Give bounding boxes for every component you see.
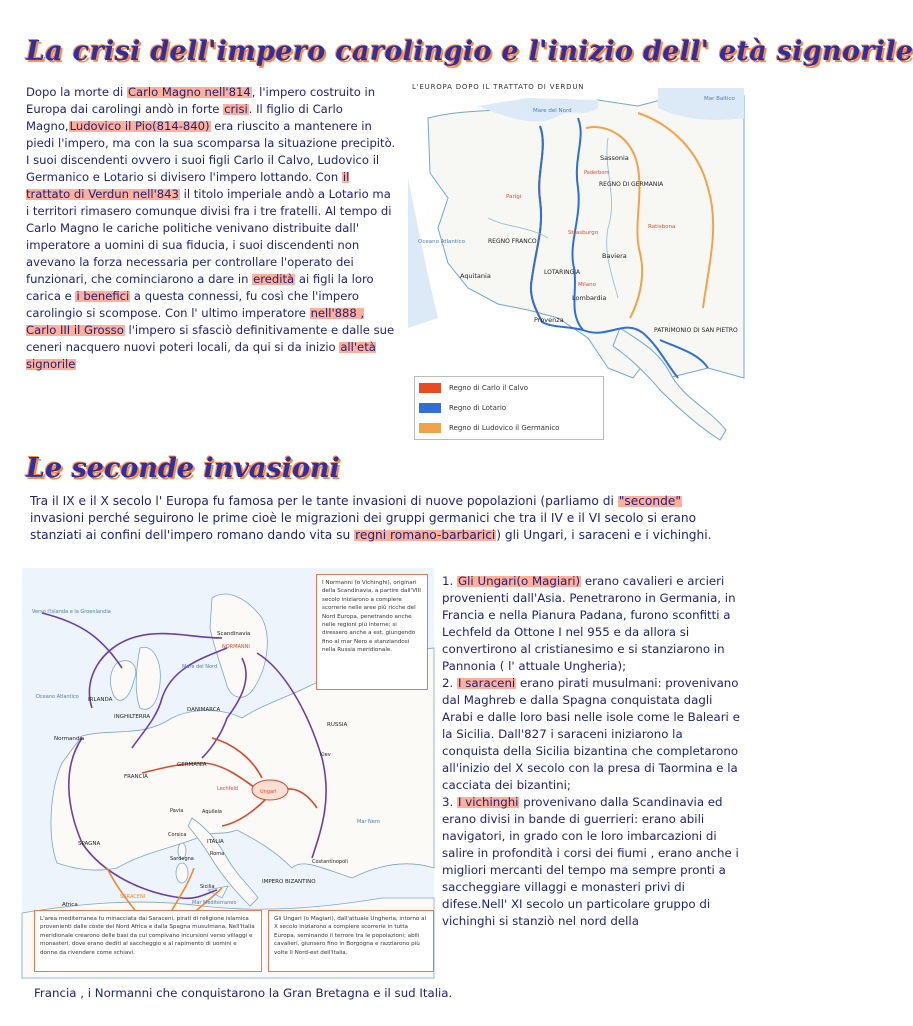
label-ungari: Ungari — [260, 789, 277, 795]
main-title: La crisi dell'impero carolingio e l'inizio dell' età signorile — [26, 36, 913, 67]
legend-item-ludovico — [419, 422, 559, 434]
highlight-888: nell'888 , Carlo III il Grosso — [26, 306, 365, 337]
invasions-list — [442, 573, 742, 930]
text-segment: erano cavalieri e arcieri provenienti dall'Asia. Penetrarono in Germania, in Francia e nella Pianura Padana, furono sconfitti a Lechfeld da Ottone I nel 955 e da allora si convertirono al cristianesimo e si stanziarono in Pannonia ( l' attuale Ungheria); — [442, 574, 736, 673]
text-segment: ) gli Ungari, i saraceni e i vichinghi. — [496, 528, 712, 542]
note-saraceni: L'area mediterranea fu minacciata dai Saraceni, pirati di religione islamica provenienti dalle coste del Nord Africa e dalla Spagna musulmana. Nell'Italia meridionale crearono delle basi da cui compivano incursioni verso villaggi e monasteri, dove erano dediti al saccheggio e al rapimento di uomini e donne da rivendere come schiavi. — [34, 910, 262, 972]
label-lotaringia: LOTARINGIA — [544, 269, 581, 276]
legend-swatch — [419, 383, 441, 393]
text-segment: erano pirati musulmani: provenivano dal Maghreb e dalla Spagna conquistata dagli Arabi e dalle loro basi nelle isole come le Baleari e la Sicilia. Dall'827 i saraceni iniziarono la conquista della Sicilia bizantina che completarono all'inizio del X secolo con la presa di Taormina e la cacciata dei bizantini; — [442, 676, 740, 792]
label-russia: RUSSIA — [327, 722, 348, 728]
legend-item-carlo-calvo — [419, 382, 528, 394]
label-mare-del-nord: Mare del Nord — [533, 108, 572, 114]
label-lechfeld: Lechfeld — [217, 786, 239, 792]
label-mare-nord: Mare del Nord — [182, 664, 218, 670]
text-segment: ai figli la loro carica e — [26, 272, 374, 303]
label-kiev: Kiev — [320, 752, 331, 758]
text-segment: era riuscito a mantenere in piedi l'impero, ma con la sua scomparsa la situazione precipitò. I suoi discendenti ovvero i suoi figli Carlo il Calvo, Ludovico il Germanico e Lotario si divisero l'impero lottando. Con — [26, 119, 396, 184]
highlight-crisi: crisi — [224, 102, 248, 116]
legend-label: Regno di Ludovico il Germanico — [449, 424, 560, 432]
label-provenza: Provenza — [534, 316, 564, 324]
legend-swatch — [419, 423, 441, 433]
label-patrimonio: PATRIMONIO DI SAN PIETRO — [654, 327, 738, 334]
highlight-eredita: eredità — [253, 272, 295, 286]
label-saraceni: SARACENI — [120, 894, 146, 900]
text-segment: Dopo la morte di — [26, 85, 127, 99]
highlight-vichinghi: I vichinghi — [458, 795, 519, 809]
highlight-ungari: Gli Ungari(o Magiari) — [458, 574, 581, 588]
section-title-invasioni: Le seconde invasioni — [26, 453, 340, 484]
legend-label: Regno di Carlo il Calvo — [449, 384, 529, 392]
text-segment: il titolo imperiale andò a Lotario ma i territori rimasero comunque divisi fra i tre fratelli. Al tempo di Carlo Magno le cariche politiche venivano distribuite dall' imperatore a uomini di sua fiducia, i suoi discendenti non avevano la forza necessaria per controllare l'operato dei funzionari, che cominciarono a dare in — [26, 187, 392, 286]
text-segment: a questa connessi, fu così che l'impero carolingio si scompose. Con l' ultimo imperatore — [26, 289, 359, 320]
label-aquileia: Aquileia — [202, 809, 222, 815]
label-sardegna: Sardegna — [170, 856, 194, 862]
verdun-legend — [414, 376, 604, 440]
label-mar-mediterraneo: Mar Mediterraneo — [192, 900, 237, 906]
label-normandia: Normandia — [54, 736, 85, 742]
text-segment: invasioni perché seguirono le prime cioè le migrazioni dei gruppi germanici che tra il IV e il VI secolo si erano stanziati ai confini dell'impero romano dando vita su — [30, 511, 697, 542]
label-lombardia: Lombardia — [572, 294, 607, 302]
list-number: 3. — [442, 795, 458, 809]
verdun-map-caption: L'EUROPA DOPO IL TRATTATO DI VERDUN — [412, 83, 585, 91]
highlight-eta-signorile: all'età signorile — [26, 340, 376, 371]
text-segment: . Il figlio di Carlo Magno, — [26, 102, 343, 133]
text-segment: l'impero si sfasciò definitivamente e dalle sue ceneri nacquero nuovi poteri locali, da qui si da inizio — [26, 323, 395, 354]
note-normanni: I Normanni (o Vichinghi), originari della Scandinavia, a partire dall'VIII secolo iniziarono a compiere scorrerie nelle aree più ricche del Nord Europa, penetrando anche nelle regioni più interne; si diressero anche a est, giungendo fino al mar Nero e stanziandosi nella Russia meridionale. — [316, 574, 428, 690]
label-corsica: Corsica — [168, 832, 187, 838]
label-ratisbona: Ratisbona — [648, 224, 676, 230]
legend-swatch — [419, 403, 441, 413]
label-oceano-atlantico: Oceano Atlantico — [36, 694, 79, 700]
label-germania: GERMANIA — [177, 762, 207, 768]
intro-paragraph — [26, 84, 396, 373]
label-impero-bizantino: IMPERO BIZANTINO — [262, 879, 316, 885]
label-danimarca: DANIMARCA — [187, 707, 221, 713]
label-aquitania: Aquitania — [460, 272, 491, 280]
label-mar-baltico: Mar Baltico — [704, 96, 735, 102]
label-irlanda: IRLANDA — [88, 697, 113, 703]
label-italia: ITALIA — [207, 839, 224, 845]
label-milano: Milano — [578, 282, 597, 288]
highlight-carlo-magno: Carlo Magno nell'814 — [127, 85, 251, 99]
atlantic-ocean — [408, 178, 438, 328]
label-sicilia: Sicilia — [200, 884, 215, 890]
label-regno-germania: REGNO DI GERMANIA — [599, 181, 664, 188]
label-francia: FRANCIA — [124, 774, 148, 780]
list-number: 2. — [442, 676, 458, 690]
closing-line: Francia , i Normanni che conquistarono la Gran Bretagna e il sud Italia. — [34, 986, 453, 1000]
text-segment: provenivano dalla Scandinavia ed erano divisi in bande di guerrieri: erano abili navigatori, in grado con le loro imbarcazioni di salire in profondità i corsi dei fiumi , erano anche i migliori mercanti del tempo ma sempre pronti a saccheggiare villaggi e monasteri privi di difese.Nell' XI secolo un particolare gruppo di vichinghi si stanziò nel nord della — [442, 795, 739, 928]
label-normanni: NORMANNI — [222, 644, 250, 650]
highlight-benefici: i benefici — [76, 289, 130, 303]
label-africa: Africa — [62, 902, 78, 908]
label-scandinavia: Scandinavia — [217, 631, 251, 637]
label-paderborn: Paderborn — [584, 170, 610, 176]
text-segment: Tra il IX e il X secolo l' Europa fu famosa per le tante invasioni di nuove popolazioni (parliamo di — [30, 494, 618, 508]
invasions-intro-paragraph — [30, 493, 720, 544]
list-number: 1. — [442, 574, 458, 588]
label-costantinopoli: Costantinopoli — [312, 859, 348, 865]
text-segment: , l'impero costruito in Europa dai carolingi andò in forte — [26, 85, 376, 116]
label-spagna: SPAGNA — [78, 841, 101, 847]
highlight-ludovico: Ludovico il Pio(814-840) — [69, 119, 210, 133]
label-pavia: Pavia — [170, 808, 184, 814]
label-parigi: Parigi — [506, 194, 522, 200]
label-islanda: Verso l'Islanda e la Groenlandia — [32, 609, 111, 615]
highlight-saraceni: I saraceni — [458, 676, 516, 690]
label-baviera: Baviera — [602, 252, 627, 260]
label-roma: Roma — [210, 851, 225, 857]
highlight-seconde: "seconde" — [618, 494, 681, 508]
label-inghilterra: INGHILTERRA — [114, 714, 151, 720]
land-shape — [428, 96, 744, 378]
highlight-regni: regni romano-barbarici — [355, 528, 496, 542]
label-sassonia: Sassonia — [600, 154, 629, 162]
legend-item-lotario — [419, 402, 506, 414]
label-regno-franco: REGNO FRANCO — [488, 238, 537, 245]
note-ungari: Gli Ungari (o Magiari), dall'attuale Ungheria, intorno al X secolo iniziarono a compiere scorrerie in tutta Europa, seminando il terrore tra le popolazioni; abili cavalieri, giunsero fino in Borgogna e razziarono più volte il Nord-est dell'Italia. — [268, 910, 434, 972]
highlight-verdun: il trattato di Verdun nell'843 — [26, 170, 350, 201]
label-strasburgo: Strasburgo — [568, 230, 599, 236]
label-mar-nero: Mar Nero — [357, 819, 380, 825]
sardinia-shape — [176, 863, 188, 883]
legend-label: Regno di Lotario — [449, 404, 507, 412]
label-oceano: Oceano Atlantico — [418, 239, 465, 245]
